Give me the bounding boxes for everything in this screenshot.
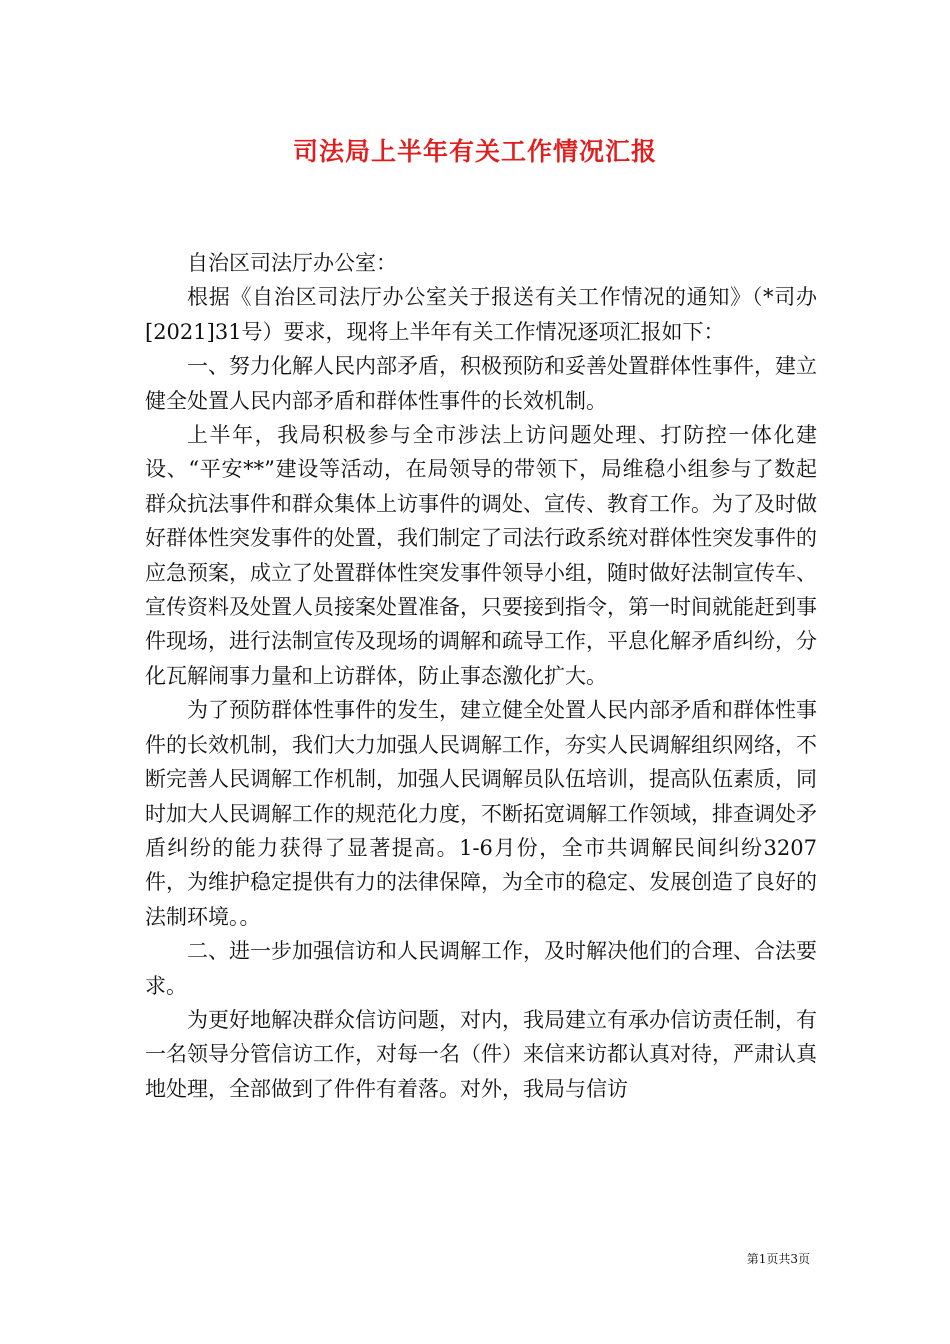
paragraph-3: 为了预防群体性事件的发生，建立健全处置人民内部矛盾和群体性事件的长效机制，我们大力加强人民调解工作，夯实人民调解组织网络，不断完善人民调解工作机制，加强人民调解员队伍培训，提高队伍素质，同时加大人民调解工作的规范化力度，不断拓宽调解工作领域，排查调处矛盾纠纷的能力获得了显著提高。1-6月份，全市共调解民间纠纷3207件，为维护稳定提供有力的法律保障，为全市的稳定、发展创造了良好的法制环境。。 [145,698,817,929]
section-heading-2: 二、进一步加强信访和人民调解工作，及时解决他们的合理、合法要求。 [145,939,817,998]
section-heading-1: 一、努力化解人民内部矛盾，积极预防和妥善处置群体性事件，建立健全处置人民内部矛盾和群体性事件的长效机制。 [145,354,817,413]
document-body [145,246,817,1106]
paragraph-4: 为更好地解决群众信访问题，对内，我局建立有承办信访责任制，有一名领导分管信访工作，对每一名（件）来信来访都认真对待，严肃认真地处理，全部做到了件件有着落。对外，我局与信访 [145,1007,817,1101]
paragraph-2: 上半年，我局积极参与全市涉法上访问题处理、打防控一体化建设、“平安**”建设等活动，在局领导的带领下，局维稳小组参与了数起群众抗法事件和群众集体上访事件的调处、宣传、教育工作。为了及时做好群体性突发事件的处置，我们制定了司法行政系统对群体性突发事件的应急预案，成立了处置群体性突发事件领导小组，随时做好法制宣传车、宣传资料及处置人员接案处置准备，只要接到指令，第一时间就能赶到事件现场，进行法制宣传及现场的调解和疏导工作，平息化解矛盾纠纷，分化瓦解闹事力量和上访群体，防止事态激化扩大。 [145,423,817,688]
paragraph-1: 根据《自治区司法厅办公室关于报送有关工作情况的通知》（*司办[2021]31号）要求，现将上半年有关工作情况逐项汇报如下： [145,285,817,344]
page-number-footer: 第1页共3页 [746,1252,810,1266]
salutation: 自治区司法厅办公室： [187,251,397,275]
document-title: 司法局上半年有关工作情况汇报 [292,137,657,166]
